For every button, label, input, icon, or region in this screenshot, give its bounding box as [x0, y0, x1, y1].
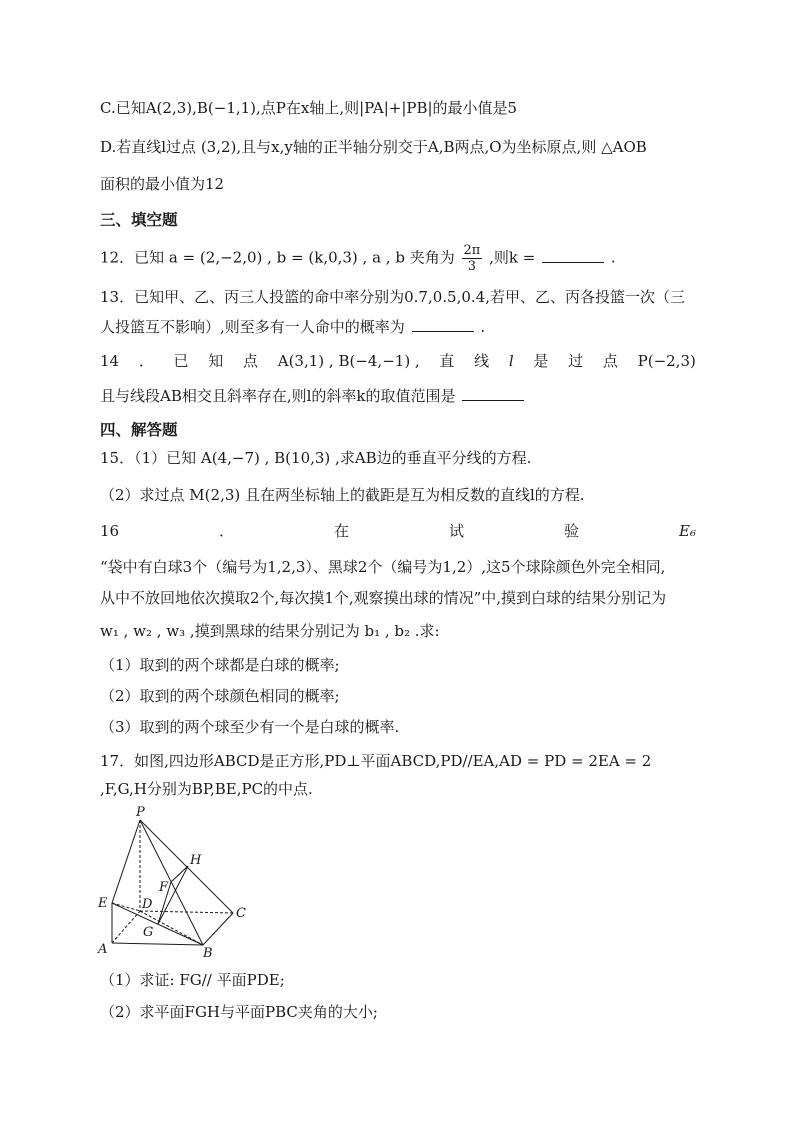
label-a: A: [98, 942, 108, 957]
q16-w4: 验: [564, 522, 580, 540]
edge-bc: [203, 913, 233, 945]
label-g: G: [143, 925, 154, 940]
question-16-sub3: （3）取到的两个球至少有一个是白球的概率.: [100, 718, 400, 736]
question-16-line1: [100, 520, 696, 542]
section-answer-heading: 四、解答题: [100, 421, 178, 439]
label-e: E: [98, 896, 108, 911]
q14-w8: l: [508, 352, 514, 370]
label-h: H: [190, 853, 202, 868]
q13-text: 人投篮互不影响）,则至多有一人命中的概率为: [100, 318, 405, 336]
label-p: P: [136, 806, 145, 820]
question-17-sub1: （1）求证: FG// 平面PDE;: [100, 971, 285, 989]
q12-suffix: ,则k =: [489, 248, 536, 267]
question-14-line1: [100, 350, 696, 372]
q14-text: 且与线段AB相交且斜率存在,则l的斜率k的取值范围是: [100, 387, 456, 405]
label-f: F: [159, 880, 169, 895]
edge-gh: [158, 866, 188, 924]
q12-vectors: a = (2,−2,0) , b = (k,0,3) , a , b 夹角为: [168, 248, 455, 267]
q13-end: .: [480, 318, 486, 336]
option-d-line1: D.若直线l过点 (3,2),且与x,y轴的正半轴分别交于A,B两点,O为坐标原点,则 △AOB: [100, 138, 647, 156]
q14-w9: 是: [533, 352, 549, 370]
pyramid-figure: [88, 806, 268, 966]
q16-w3: 试: [449, 522, 465, 540]
question-16-sub2: （2）取到的两个球颜色相同的概率;: [100, 687, 340, 705]
question-17-line2: ,F,G,H分别为BP,BE,PC的中点.: [100, 780, 313, 798]
q14-w2: 已: [173, 352, 189, 370]
section-fill-blank-heading: 三、填空题: [100, 211, 178, 229]
q12-end: .: [610, 248, 616, 267]
question-14-line2: [100, 385, 526, 407]
question-16-line3: 从中不放回地依次摸取2个,每次摸1个,观察摸出球的情况”中,摸到白球的结果分别记为: [100, 589, 667, 607]
q14-w10: 过: [568, 352, 584, 370]
question-13-line1: 13．已知甲、乙、丙三人投篮的命中率分别为0.7,0.5,0.4,若甲、乙、丙各投篮一次（三: [100, 288, 685, 306]
option-c: C.已知A(2,3),B(−1,1),点P在x轴上,则|PA|+|PB|的最小值是5: [100, 99, 518, 117]
q12-fraction-den: 3: [467, 259, 477, 274]
edge-ad-hidden: [112, 911, 140, 943]
q16-w1: ．: [219, 522, 235, 540]
q14-answer-blank[interactable]: [462, 386, 524, 401]
q12-answer-blank[interactable]: [542, 248, 604, 263]
edge-fh: [171, 866, 188, 882]
q14-w12: P(−2,3): [637, 352, 696, 370]
q14-w0: 14: [100, 352, 120, 370]
q14-w3: 知: [208, 352, 224, 370]
label-d: D: [142, 897, 153, 912]
edge-eb: [112, 903, 203, 945]
question-15-part2: （2）求过点 M(2,3) 且在两坐标轴上的截距是互为相反数的直线l的方程.: [100, 486, 585, 504]
option-d-line2: 面积的最小值为12: [100, 175, 225, 193]
q12-fraction-num: 2π: [463, 243, 481, 258]
question-12: [100, 243, 616, 274]
q12-fraction: [462, 243, 483, 274]
q12-prefix: 12．已知: [100, 248, 165, 267]
question-13-line2: [100, 316, 485, 338]
q14-w1: ．: [138, 352, 154, 370]
question-15-part1: 15．（1）已知 A(4,−7) , B(10,3) ,求AB边的垂直平分线的方程.: [100, 449, 532, 467]
q16-w0: 16: [100, 522, 120, 540]
question-16-line4: w₁ , w₂ , w₃ ,摸到黑球的结果分别记为 b₁ , b₂ .求:: [100, 622, 440, 640]
q14-w6: 直: [439, 352, 455, 370]
q14-w7: 线: [474, 352, 490, 370]
q16-w2: 在: [334, 522, 350, 540]
edge-pe: [112, 820, 140, 903]
label-b: B: [203, 946, 213, 961]
q13-answer-blank[interactable]: [412, 317, 474, 332]
question-16-sub1: （1）取到的两个球都是白球的概率;: [100, 656, 340, 674]
label-c: C: [236, 906, 246, 921]
q14-w5: A(3,1) , B(−4,−1) ,: [277, 352, 420, 370]
question-17-line1: 17．如图,四边形ABCD是正方形,PD⊥平面ABCD,PD//EA,AD = PD = 2EA = 2: [100, 752, 652, 770]
q14-w11: 点: [602, 352, 618, 370]
q16-w5: E₆: [679, 522, 696, 540]
edge-ab: [112, 943, 203, 945]
edge-pc: [140, 820, 233, 913]
q14-w4: 点: [243, 352, 259, 370]
question-16-line2: “袋中有白球3个（编号为1,2,3）、黑球2个（编号为1,2）,这5个球除颜色外完全相同,: [100, 558, 666, 576]
question-17-sub2: （2）求平面FGH与平面PBC夹角的大小;: [100, 1003, 378, 1021]
